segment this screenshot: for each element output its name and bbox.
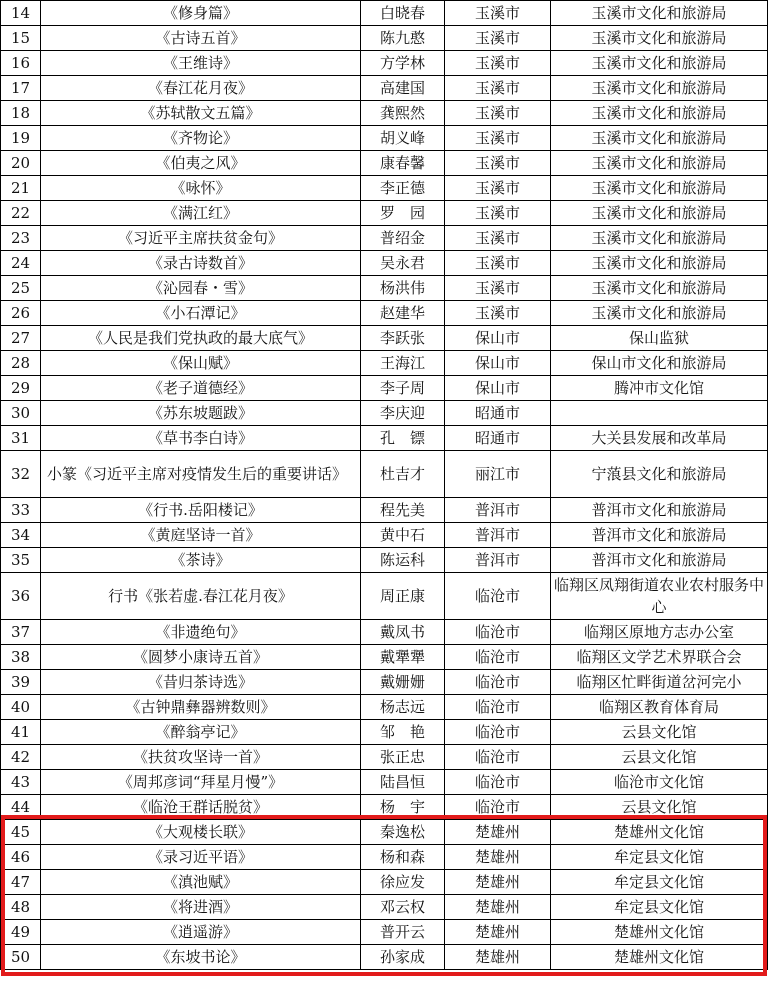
city-cell: 临沧市 [445, 770, 551, 795]
city-cell: 临沧市 [445, 720, 551, 745]
row-number-cell: 26 [1, 301, 41, 326]
table-row [1, 351, 768, 376]
author-name-cell: 康春馨 [361, 151, 445, 176]
row-number-cell: 22 [1, 201, 41, 226]
work-title-cell: 《逍遥游》 [41, 920, 361, 945]
table-row [1, 51, 768, 76]
author-name-cell: 龚熙然 [361, 101, 445, 126]
work-title-cell: 《古钟鼎彝器辨数则》 [41, 695, 361, 720]
work-title-cell: 《昔归茶诗选》 [41, 670, 361, 695]
work-unit-cell: 玉溪市文化和旅游局 [551, 226, 768, 251]
table-row [1, 870, 768, 895]
work-title-cell: 《临沧王群话脱贫》 [41, 795, 361, 820]
table-row [1, 845, 768, 870]
row-number-cell: 17 [1, 76, 41, 101]
city-cell: 丽江市 [445, 451, 551, 498]
author-name-cell: 杨志远 [361, 695, 445, 720]
author-name-cell: 方学林 [361, 51, 445, 76]
table-row [1, 176, 768, 201]
row-number-cell: 43 [1, 770, 41, 795]
work-title-cell: 《草书李白诗》 [41, 426, 361, 451]
table-row [1, 26, 768, 51]
row-number-cell: 31 [1, 426, 41, 451]
author-name-cell: 李跃张 [361, 326, 445, 351]
city-cell: 玉溪市 [445, 101, 551, 126]
table-row [1, 620, 768, 645]
author-name-cell: 罗 园 [361, 201, 445, 226]
work-title-cell: 《将进酒》 [41, 895, 361, 920]
work-title-cell: 《行书.岳阳楼记》 [41, 498, 361, 523]
work-title-cell: 《古诗五首》 [41, 26, 361, 51]
work-title-cell: 《春江花月夜》 [41, 76, 361, 101]
city-cell: 保山市 [445, 376, 551, 401]
work-unit-cell: 玉溪市文化和旅游局 [551, 76, 768, 101]
author-name-cell: 王海江 [361, 351, 445, 376]
row-number-cell: 41 [1, 720, 41, 745]
table-row [1, 645, 768, 670]
work-unit-cell: 临翔区忙畔街道岔河完小 [551, 670, 768, 695]
author-name-cell: 孔 镖 [361, 426, 445, 451]
table-row [1, 920, 768, 945]
table-row [1, 276, 768, 301]
work-unit-cell: 临翔区文学艺术界联合会 [551, 645, 768, 670]
author-name-cell: 程先美 [361, 498, 445, 523]
row-number-cell: 33 [1, 498, 41, 523]
work-unit-cell: 云县文化馆 [551, 720, 768, 745]
table-row [1, 745, 768, 770]
table-row [1, 376, 768, 401]
work-unit-cell: 玉溪市文化和旅游局 [551, 251, 768, 276]
table-row [1, 720, 768, 745]
author-name-cell: 李子周 [361, 376, 445, 401]
table-row [1, 201, 768, 226]
city-cell: 楚雄州 [445, 870, 551, 895]
city-cell: 普洱市 [445, 548, 551, 573]
row-number-cell: 50 [1, 945, 41, 970]
work-unit-cell: 临沧市文化馆 [551, 770, 768, 795]
table-row [1, 820, 768, 845]
author-name-cell: 李庆迎 [361, 401, 445, 426]
row-number-cell: 25 [1, 276, 41, 301]
city-cell: 楚雄州 [445, 945, 551, 970]
table-row [1, 1, 768, 26]
row-number-cell: 34 [1, 523, 41, 548]
row-number-cell: 47 [1, 870, 41, 895]
author-name-cell: 张正忠 [361, 745, 445, 770]
row-number-cell: 29 [1, 376, 41, 401]
work-title-cell: 《伯夷之风》 [41, 151, 361, 176]
city-cell: 普洱市 [445, 523, 551, 548]
author-name-cell: 黄中石 [361, 523, 445, 548]
row-number-cell: 37 [1, 620, 41, 645]
table-row [1, 76, 768, 101]
author-name-cell: 李正德 [361, 176, 445, 201]
author-name-cell: 赵建华 [361, 301, 445, 326]
row-number-cell: 49 [1, 920, 41, 945]
work-unit-cell: 玉溪市文化和旅游局 [551, 26, 768, 51]
row-number-cell: 19 [1, 126, 41, 151]
city-cell: 临沧市 [445, 620, 551, 645]
work-unit-cell: 牟定县文化馆 [551, 845, 768, 870]
work-title-cell: 《黄庭坚诗一首》 [41, 523, 361, 548]
work-unit-cell: 楚雄州文化馆 [551, 920, 768, 945]
row-number-cell: 16 [1, 51, 41, 76]
row-number-cell: 23 [1, 226, 41, 251]
row-number-cell: 48 [1, 895, 41, 920]
work-title-cell: 《苏东坡题跋》 [41, 401, 361, 426]
work-unit-cell: 保山监狱 [551, 326, 768, 351]
table-row [1, 573, 768, 620]
work-title-cell: 《王维诗》 [41, 51, 361, 76]
work-unit-cell: 玉溪市文化和旅游局 [551, 51, 768, 76]
city-cell: 临沧市 [445, 795, 551, 820]
row-number-cell: 20 [1, 151, 41, 176]
row-number-cell: 14 [1, 1, 41, 26]
work-unit-cell: 玉溪市文化和旅游局 [551, 201, 768, 226]
city-cell: 临沧市 [445, 645, 551, 670]
row-number-cell: 15 [1, 26, 41, 51]
author-name-cell: 白晓春 [361, 1, 445, 26]
work-title-cell: 《苏轼散文五篇》 [41, 101, 361, 126]
author-name-cell: 邓云权 [361, 895, 445, 920]
city-cell: 昭通市 [445, 426, 551, 451]
work-unit-cell: 玉溪市文化和旅游局 [551, 276, 768, 301]
work-unit-cell: 牟定县文化馆 [551, 895, 768, 920]
city-cell: 玉溪市 [445, 176, 551, 201]
work-title-cell: 《人民是我们党执政的最大底气》 [41, 326, 361, 351]
city-cell: 玉溪市 [445, 251, 551, 276]
work-unit-cell: 普洱市文化和旅游局 [551, 498, 768, 523]
city-cell: 玉溪市 [445, 301, 551, 326]
work-unit-cell: 玉溪市文化和旅游局 [551, 301, 768, 326]
work-title-cell: 《老子道德经》 [41, 376, 361, 401]
author-name-cell: 杜吉才 [361, 451, 445, 498]
city-cell: 普洱市 [445, 498, 551, 523]
author-name-cell: 戴姗姗 [361, 670, 445, 695]
row-number-cell: 24 [1, 251, 41, 276]
row-number-cell: 45 [1, 820, 41, 845]
table-row [1, 695, 768, 720]
work-unit-cell: 普洱市文化和旅游局 [551, 548, 768, 573]
table-body [1, 1, 768, 970]
author-name-cell: 孙家成 [361, 945, 445, 970]
work-title-cell: 《东坡书论》 [41, 945, 361, 970]
work-unit-cell: 楚雄州文化馆 [551, 820, 768, 845]
work-unit-cell: 腾冲市文化馆 [551, 376, 768, 401]
author-name-cell: 戴凤书 [361, 620, 445, 645]
table-row [1, 426, 768, 451]
work-unit-cell: 临翔区教育体育局 [551, 695, 768, 720]
author-name-cell: 高建国 [361, 76, 445, 101]
work-title-cell: 《扶贫攻坚诗一首》 [41, 745, 361, 770]
work-title-cell: 《滇池赋》 [41, 870, 361, 895]
author-name-cell: 杨和森 [361, 845, 445, 870]
city-cell: 昭通市 [445, 401, 551, 426]
table-row [1, 301, 768, 326]
work-title-cell: 小篆《习近平主席对疫情发生后的重要讲话》 [41, 451, 361, 498]
city-cell: 保山市 [445, 326, 551, 351]
work-title-cell: 《保山赋》 [41, 351, 361, 376]
author-name-cell: 吴永君 [361, 251, 445, 276]
city-cell: 玉溪市 [445, 26, 551, 51]
city-cell: 玉溪市 [445, 51, 551, 76]
author-name-cell: 陆昌恒 [361, 770, 445, 795]
author-name-cell: 秦逸松 [361, 820, 445, 845]
city-cell: 临沧市 [445, 670, 551, 695]
work-title-cell: 《周邦彦词“拜星月慢”》 [41, 770, 361, 795]
author-name-cell: 邹 艳 [361, 720, 445, 745]
table-row [1, 670, 768, 695]
table-row [1, 795, 768, 820]
city-cell: 楚雄州 [445, 845, 551, 870]
row-number-cell: 44 [1, 795, 41, 820]
row-number-cell: 39 [1, 670, 41, 695]
table-row [1, 523, 768, 548]
work-unit-cell: 玉溪市文化和旅游局 [551, 151, 768, 176]
work-unit-cell [551, 401, 768, 426]
author-name-cell: 杨洪伟 [361, 276, 445, 301]
row-number-cell: 27 [1, 326, 41, 351]
city-cell: 玉溪市 [445, 76, 551, 101]
author-name-cell: 杨 宇 [361, 795, 445, 820]
work-unit-cell: 玉溪市文化和旅游局 [551, 126, 768, 151]
table-row [1, 770, 768, 795]
author-name-cell: 普开云 [361, 920, 445, 945]
city-cell: 玉溪市 [445, 276, 551, 301]
work-title-cell: 《录习近平语》 [41, 845, 361, 870]
work-unit-cell: 宁蒗县文化和旅游局 [551, 451, 768, 498]
table-row [1, 126, 768, 151]
city-cell: 玉溪市 [445, 126, 551, 151]
row-number-cell: 32 [1, 451, 41, 498]
work-title-cell: 《大观楼长联》 [41, 820, 361, 845]
row-number-cell: 21 [1, 176, 41, 201]
work-title-cell: 《修身篇》 [41, 1, 361, 26]
row-number-cell: 42 [1, 745, 41, 770]
table-row [1, 895, 768, 920]
row-number-cell: 28 [1, 351, 41, 376]
row-number-cell: 35 [1, 548, 41, 573]
city-cell: 保山市 [445, 351, 551, 376]
work-title-cell: 《非遗绝句》 [41, 620, 361, 645]
row-number-cell: 18 [1, 101, 41, 126]
table-row [1, 151, 768, 176]
author-name-cell: 陈九憨 [361, 26, 445, 51]
work-title-cell: 行书《张若虚.春江花月夜》 [41, 573, 361, 620]
work-title-cell: 《沁园春・雪》 [41, 276, 361, 301]
city-cell: 临沧市 [445, 745, 551, 770]
work-unit-cell: 玉溪市文化和旅游局 [551, 1, 768, 26]
city-cell: 临沧市 [445, 695, 551, 720]
table-row [1, 251, 768, 276]
table-row [1, 451, 768, 498]
author-name-cell: 胡义峰 [361, 126, 445, 151]
work-unit-cell: 玉溪市文化和旅游局 [551, 176, 768, 201]
table-row [1, 401, 768, 426]
city-cell: 玉溪市 [445, 201, 551, 226]
work-unit-cell: 保山市文化和旅游局 [551, 351, 768, 376]
work-title-cell: 《满江红》 [41, 201, 361, 226]
work-unit-cell: 楚雄州文化馆 [551, 945, 768, 970]
work-unit-cell: 普洱市文化和旅游局 [551, 523, 768, 548]
author-name-cell: 周正康 [361, 573, 445, 620]
work-title-cell: 《咏怀》 [41, 176, 361, 201]
work-unit-cell: 临翔区凤翔街道农业农村服务中心 [551, 573, 768, 620]
work-unit-cell: 云县文化馆 [551, 795, 768, 820]
work-title-cell: 《习近平主席扶贫金句》 [41, 226, 361, 251]
work-title-cell: 《茶诗》 [41, 548, 361, 573]
city-cell: 临沧市 [445, 573, 551, 620]
author-name-cell: 徐应发 [361, 870, 445, 895]
row-number-cell: 40 [1, 695, 41, 720]
table-row [1, 226, 768, 251]
row-number-cell: 30 [1, 401, 41, 426]
work-unit-cell: 大关县发展和改革局 [551, 426, 768, 451]
city-cell: 楚雄州 [445, 820, 551, 845]
city-cell: 楚雄州 [445, 920, 551, 945]
work-unit-cell: 临翔区原地方志办公室 [551, 620, 768, 645]
city-cell: 玉溪市 [445, 1, 551, 26]
work-unit-cell: 云县文化馆 [551, 745, 768, 770]
work-title-cell: 《齐物论》 [41, 126, 361, 151]
city-cell: 玉溪市 [445, 151, 551, 176]
work-title-cell: 《录古诗数首》 [41, 251, 361, 276]
row-number-cell: 38 [1, 645, 41, 670]
work-title-cell: 《圆梦小康诗五首》 [41, 645, 361, 670]
table-row [1, 101, 768, 126]
work-title-cell: 《小石潭记》 [41, 301, 361, 326]
table-row [1, 326, 768, 351]
row-number-cell: 36 [1, 573, 41, 620]
work-unit-cell: 玉溪市文化和旅游局 [551, 101, 768, 126]
city-cell: 玉溪市 [445, 226, 551, 251]
table-row [1, 548, 768, 573]
author-name-cell: 普绍金 [361, 226, 445, 251]
table-row [1, 945, 768, 970]
author-name-cell: 陈运科 [361, 548, 445, 573]
city-cell: 楚雄州 [445, 895, 551, 920]
table-row [1, 498, 768, 523]
work-unit-cell: 牟定县文化馆 [551, 870, 768, 895]
row-number-cell: 46 [1, 845, 41, 870]
work-title-cell: 《醉翁亭记》 [41, 720, 361, 745]
author-name-cell: 戴犟犟 [361, 645, 445, 670]
